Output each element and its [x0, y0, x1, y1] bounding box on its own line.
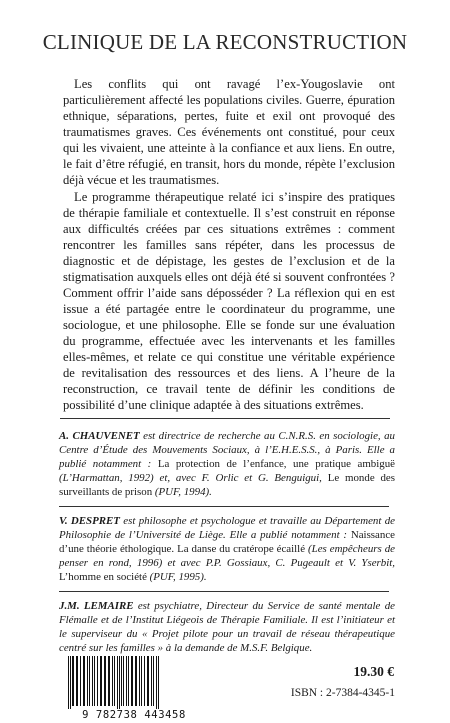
barcode-bar: [70, 656, 71, 712]
bio-lemaire: [59, 599, 395, 655]
blurb-paragraph-1: Les conflits qui ont ravagé l’ex-Yougoslavie ont particulièrement affecté les populations civiles. Guerre, épuration ethnique, séparations, pertes, fuite et exil ont provoqué des traumatismes graves. Ces événements ont constitué, pour ceux qui les vivaient, une atteinte à la confiance et aux liens. En outre, le fait d’être réfugié, en transit, hors du monde, répète l’exclusion déjà vécue et les traumatismes.: [63, 77, 395, 187]
barcode-bar: [108, 656, 110, 706]
book-title: CLINIQUE DE LA RECONSTRUCTION: [42, 30, 408, 54]
author-name: V. DESPRET: [59, 515, 120, 527]
barcode-bar: [76, 656, 78, 706]
bio-despret: [59, 514, 395, 584]
barcode-digits: 9 782738 443458: [62, 709, 206, 721]
blurb: [63, 76, 395, 414]
barcode-bar: [147, 656, 149, 706]
barcode-bar: [104, 656, 106, 706]
bio-work-title: L’homme en société: [59, 571, 147, 583]
price: 19.30 €: [353, 664, 394, 679]
barcode-bar: [92, 656, 93, 706]
blurb-paragraph-2: Le programme thérapeutique relaté ici s’inspire des pratiques de thérapie familiale et contextuelle. Il s’est construit en réponse aux difficultés créées par ces situations extrêmes : comment rencontrer les familles sans répéter, dans les processus de diagnostic et de dépistage, les gestes de l’exclusion et de la stigmatisation auxquels elles ont déjà été si souvent confrontées ? Comment offrir l’aide sans déposséder ? La réflexion qui en est issue a été partagée entre le coordinateur du programme, une sociologue, et une philosophe. Elle se fonde sur une évaluation du programme, effectuée avec les intervenants et les familles elles-mêmes, et relate ce qui constitue une véritable expérience de revitalisation des ressources et des liens. A l’heure de la reconstruction, ce travail tente de définir les conditions de possibilité d’une clinique adaptée à des situations extrêmes.: [63, 190, 395, 412]
isbn: ISBN : 2-7384-4345-1: [290, 687, 395, 699]
barcode-bar: [94, 656, 95, 706]
bio-work-title: La protection de l’enfance, une pratique ambiguë: [157, 458, 395, 470]
barcode-bar: [123, 656, 124, 706]
barcode: [62, 656, 206, 722]
bio-text: (Les empêcheurs de penser en rond, 1996) et avec P.P. Gossiaux, C. Pugeault et V. Yserbit,: [59, 543, 395, 569]
barcode-bar: [68, 656, 69, 712]
author-name: J.M. LEMAIRE: [59, 600, 134, 612]
barcode-bar: [72, 656, 74, 706]
barcode-bar: [112, 656, 113, 706]
barcode-bar: [128, 656, 129, 706]
bio-work-title: Naissance d’une théorie éthologique. La danse du cratérope écaillé: [59, 529, 395, 555]
bio-text: est psychiatre, Directeur du Service de santé mentale de Flémalle et de l’Institut Liégeois de Thérapie Familiale. Il est l’initiateur et le superviseur du « Projet pilote pour un travail de réseau thérapeutique centré sur les familles » à la demande de M.S.F. Belgique.: [59, 600, 395, 654]
divider-rule: [59, 506, 389, 507]
barcode-bar: [144, 656, 145, 706]
barcode-bar: [158, 656, 159, 712]
barcode-bar: [131, 656, 133, 706]
bio-work-title: Le monde des surveillants de prison: [59, 472, 396, 498]
barcode-bar: [114, 656, 115, 706]
barcode-bar: [80, 656, 81, 706]
bio-text: (PUF, 1994).: [152, 486, 212, 498]
barcode-bar: [119, 656, 120, 712]
barcode-bar: [87, 656, 88, 706]
divider-rule: [59, 591, 389, 592]
barcode-bar: [135, 656, 137, 706]
barcode-bar: [126, 656, 127, 706]
bio-text: est philosophe et psychologue et travaille au Département de Philosophie de l’Université de Liège. Elle a publié notamment :: [59, 515, 396, 541]
author-name: A. CHAUVENET: [59, 430, 140, 442]
bio-text: est directrice de recherche au C.N.R.S. en sociologie, au Centre d’Étude des Mouvements Sociaux, à l’E.H.E.S.S., à Paris. Elle a publié notamment :: [59, 430, 395, 470]
barcode-bar: [139, 656, 140, 706]
bio-text: (PUF, 1995).: [146, 571, 207, 583]
author-bios: [59, 429, 395, 662]
barcode-bar: [121, 656, 122, 706]
barcode-bars: [62, 656, 206, 712]
barcode-bar: [141, 656, 142, 706]
barcode-bar: [153, 656, 154, 706]
barcode-bar: [89, 656, 90, 706]
barcode-bar: [83, 656, 85, 706]
barcode-bar: [151, 656, 152, 706]
barcode-bar: [100, 656, 102, 706]
barcode-bar: [156, 656, 157, 712]
barcode-bar: [117, 656, 118, 712]
bio-text: (L’Harmattan, 1992) et, avec F. Orlic et G. Benguigui,: [59, 472, 328, 484]
divider-rule: [60, 418, 390, 419]
barcode-bar: [97, 656, 98, 706]
bio-chauvenet: [59, 429, 395, 499]
